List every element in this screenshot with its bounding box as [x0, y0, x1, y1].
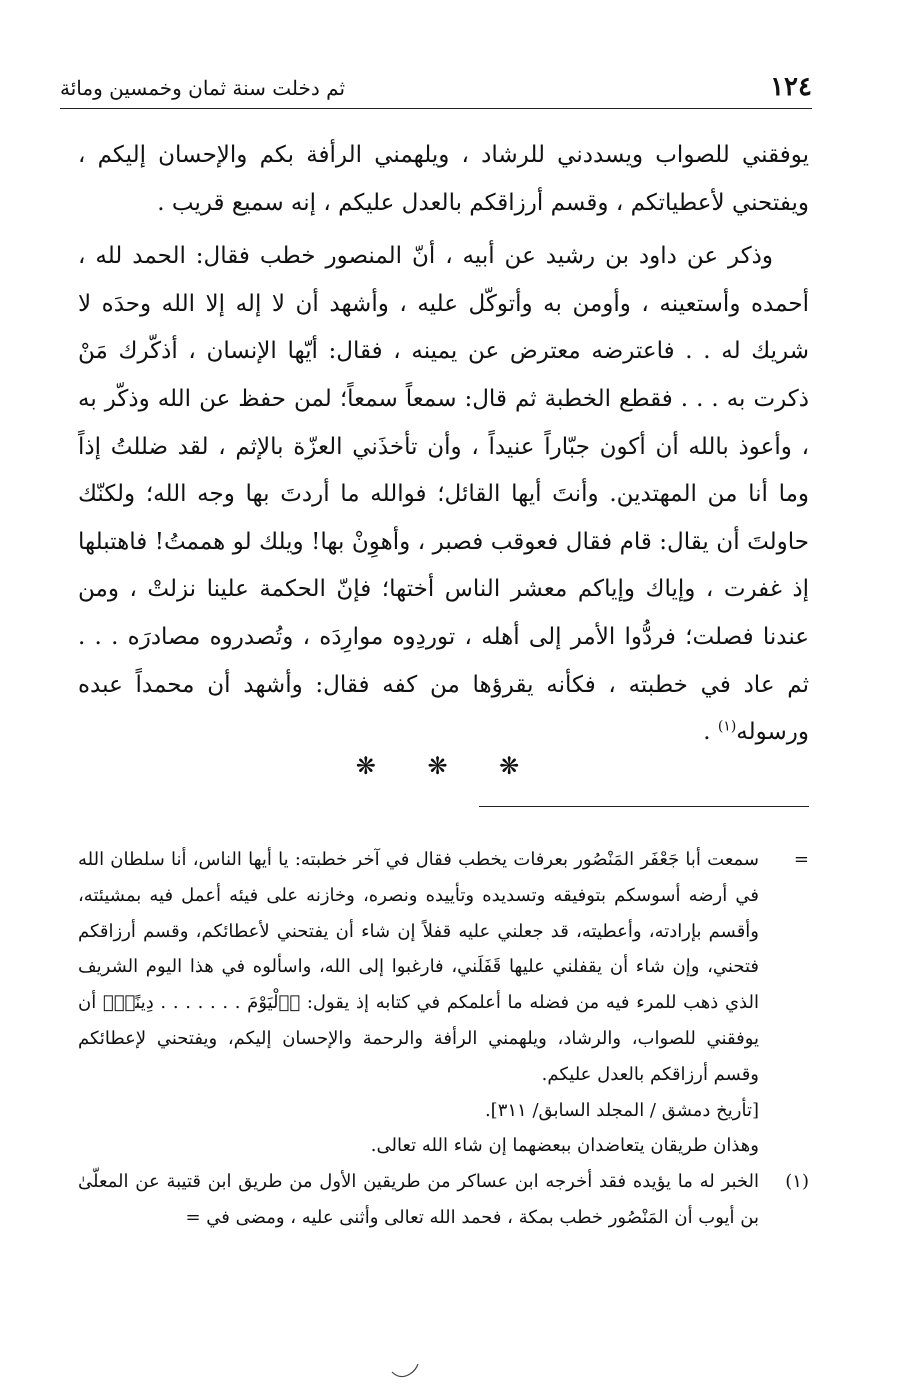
footnote-source [78, 1093, 809, 1129]
footnote-note [78, 1128, 809, 1164]
footnote-ref-1[interactable]: (١) [717, 718, 737, 735]
footnote-1 [78, 1164, 809, 1236]
footnote-continuation [78, 842, 809, 1093]
bottom-mark [390, 1362, 430, 1387]
section-separator: ❋ ❋ ❋ [355, 752, 542, 780]
footnote-1-text: الخبر له ما يؤيده فقد أخرجه ابن عساكر من طريقين الأول من طريق ابن قتيبة عن المعلّىٰ بن أيوب أن المَنْصُور خطب بمكة ، فحمد الله تعالى وأثنى عليه ، ومضى في = [78, 1171, 759, 1228]
running-title: ثم دخلت سنة ثمان وخمسين ومائة [60, 76, 346, 100]
paragraph-1: يوفقني للصواب ويسددني للرشاد ، ويلهمني الرأفة بكم والإحسان إليكم ، ويفتحني لأعطياتكم ، وقسم أرزاقكم بالعدل عليكم ، إنه سميع قريب . [78, 142, 809, 216]
page-header [60, 70, 812, 110]
footnote-1-marker: (١) [785, 1171, 809, 1193]
continuation-marker: = [793, 849, 809, 870]
header-rule [60, 108, 812, 109]
paragraph-2-end: . [703, 719, 718, 746]
main-text [78, 132, 809, 757]
footnote-source-text: [تأريخ دمشق / المجلد السابق/ ٣١١]. [484, 1099, 759, 1121]
page-number: ١٢٤ [770, 72, 812, 102]
signature-mark-icon [390, 1362, 430, 1382]
footnote-continuation-text: سمعت أبا جَعْفَر المَنْصُور بعرفات يخطب فقال في آخر خطبته: يا أيها الناس، أنا سلطان الله في أرضه أسوسكم بتوفيقه وتسديده وتأييده ونصره، وخازنه على فيئه أعمل فيه بمشيئته، وأقسم بإرادته، وأعطيته، قد جعلني عليه قفلاً إن شاء أن يفتحني لأعطائكم، وقسم أرزاقكم فتحني، وإن شاء أن يقفلني عليها قَفَلَني، فارغبوا إلى الله، واسألوه في هذا اليوم الشريف الذي ذهب للمرء فيه من فضله ما أعلمكم في كتابه إذ يقول: ﴿ٱلْيَوْمَ . . . . . . . دِينًاۚ﴾ أن يوفقني للصواب، والرشاد، ويلهمني الرأفة والرحمة والإحسان إليكم، ويفتحني لإعطائكم وقسم أرزاقكم بالعدل عليكم. [78, 849, 759, 1085]
footnote-note-text: وهذان طريقان يتعاضدان ببعضهما إن شاء الله تعالى. [370, 1135, 759, 1157]
footnotes [78, 842, 809, 1236]
paragraph-2-text: وذكر عن داود بن رشيد عن أبيه ، أنّ المنصور خطب فقال: الحمد لله ، أحمده وأستعينه ، وأومن به وأتوكّل عليه ، وأشهد أن لا إله إلا الله وحدَه لا شريك له . . فاعترضه معترض عن يمينه ، فقال: أيّها الإنسان ، أذكّرك مَنْ ذكرت به . . . فقطع الخطبة ثم قال: سمعاً سمعاً؛ لمن حفظ عن الله وذكّر به ، وأعوذ بالله أن أكون جبّاراً عنيداً ، وأن تأخذَني العزّة بالإثم ، لقد ضللتُ إذاً وما أنا من المهتدين. وأنتَ أيها القائل؛ فوالله ما أردتَ بها وجه الله؛ ولكنّك حاولتَ أن يقال: قام فقال فعوقب فصبر ، وأهوِنْ بها! ويلك لو هممتُ! فاهتبلها إذ غفرت ، وإياك وإياكم معشر الناس أختها؛ فإنّ الحكمة علينا نزلتْ ، ومن عندنا فصلت؛ فردُّوا الأمر إلى أهله ، توردِوه موارِدَه ، وتُصدروه مصادرَه . . . ثم عاد في خطبته ، فكأنه يقرؤها من كفه فقال: وأشهد أن محمداً عبده ورسوله [78, 243, 809, 746]
paragraph-2 [78, 233, 809, 757]
footnote-rule [479, 806, 809, 807]
